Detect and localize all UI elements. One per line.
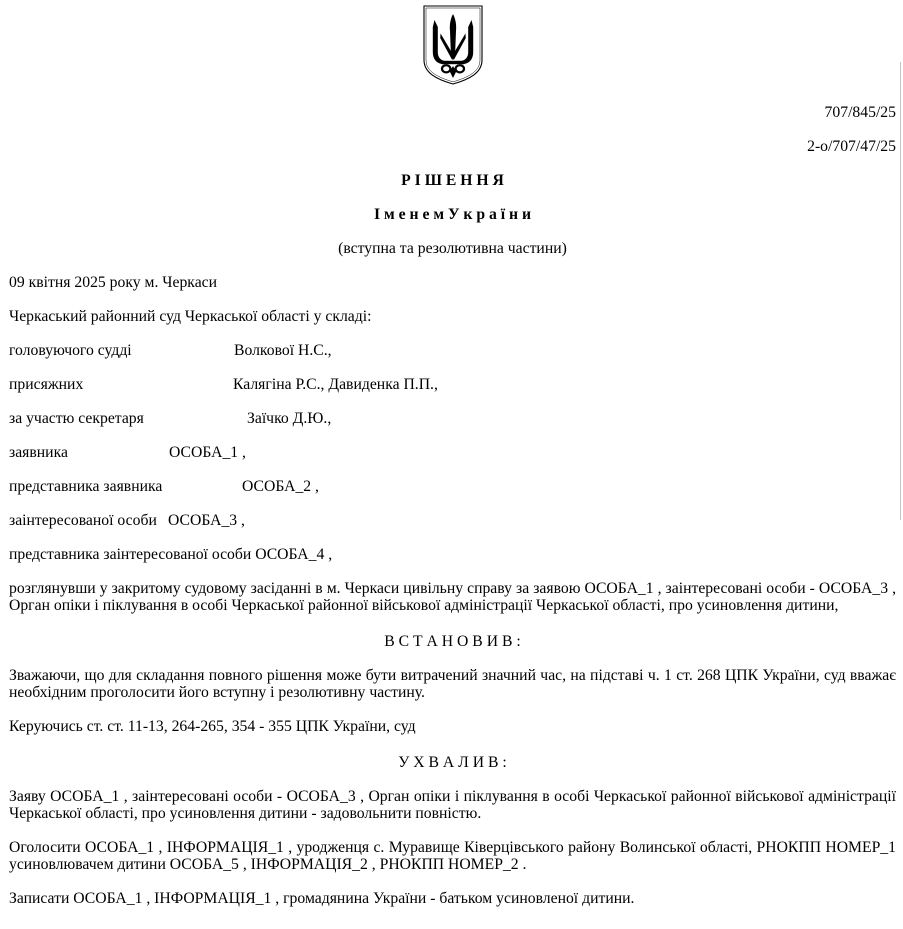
participant-label: заінтересованої особи [9,511,157,529]
resolution-item: Записати ОСОБА_1 , ІНФОРМАЦІЯ_1 , громадянина України - батьком усиновленої дитини. [9,889,635,907]
case-number: 707/845/25 [824,103,896,121]
participant-row-applicant-representative [9,478,896,495]
court-composition-intro: Черкаський районний суд Черкаської області у складі: [9,307,372,325]
participant-row-jurors [9,376,896,393]
participant-value: ОСОБА_2 , [242,477,319,495]
participant-label: представника заявника [9,477,163,495]
resolution-item: Оголосити ОСОБА_1 , ІНФОРМАЦІЯ_1 , уродженця с. Муравище Ківерцівського району Волинської області, РНОКПП НОМЕР_1 усиновлювачем дитини ОСОБА_5 , ІНФОРМАЦІЯ_2 , РНОКПП НОМЕР_2 . [9,838,896,873]
resolution-item: Заяву ОСОБА_1 , заінтересовані особи - ОСОБА_3 , Орган опіки і піклування в особі Черкаської районної військової адміністрації Черкаської області, про усиновлення дитини - задовольнити повністю. [9,787,896,822]
participant-label: головуючого судді [9,341,132,359]
section-heading-resolved: У Х В А Л И В : [398,753,507,771]
document-title: Р І Ш Е Н Н Я [401,171,504,189]
in-the-name-of-ukraine: І м е н е м У к р а ї н и [373,205,532,223]
guided-by-paragraph: Керуючись ст. ст. 11-13, 264-265, 354 - 355 ЦПК України, суд [9,717,416,735]
participant-row-presiding-judge [9,342,896,359]
established-paragraph: Зважаючи, що для складання повного рішення може бути витрачений значний час, на підставі ч. 1 ст. 268 ЦПК України, суд вважає необхідним проголосити його вступну і резолютивну частину. [9,666,896,701]
coat-of-arms-icon [423,5,483,85]
participant-row-secretary [9,410,896,427]
date-and-place: 09 квітня 2025 року м. Черкаси [9,273,218,291]
participant-value: Калягіна Р.С., Давиденка П.П., [233,375,438,393]
participant-value: ОСОБА_3 , [168,511,245,529]
participant-row-interested-person [9,512,896,529]
right-edge-line [900,62,901,520]
participant-value: Заїчко Д.Ю., [247,409,332,427]
participant-label: присяжних [9,375,84,393]
participant-value: Волкової Н.С., [234,341,332,359]
document-parts-note: (вступна та резолютивна частини) [338,239,567,257]
case-considered-paragraph: розглянувши у закритому судовому засіданні в м. Черкаси цивільну справу за заявою ОСОБА_1 , заінтересовані особи - ОСОБА_3 , Орган опіки і піклування в особі Черкаської районної військової адміністрації Черкаської області, про усиновлення дитини, [9,579,896,614]
participant-label: заявника [9,443,68,461]
participant-value: ОСОБА_4 , [255,545,333,563]
participant-label: за участю секретаря [9,409,144,427]
participant-row-interested-person-representative [9,546,896,563]
participant-value: ОСОБА_1 , [169,443,246,461]
section-heading-established: В С Т А Н О В И В : [384,632,521,650]
proceeding-number: 2-о/707/47/25 [807,137,896,155]
participant-label: представника заінтересованої особи [9,545,252,563]
participant-row-applicant [9,444,896,461]
